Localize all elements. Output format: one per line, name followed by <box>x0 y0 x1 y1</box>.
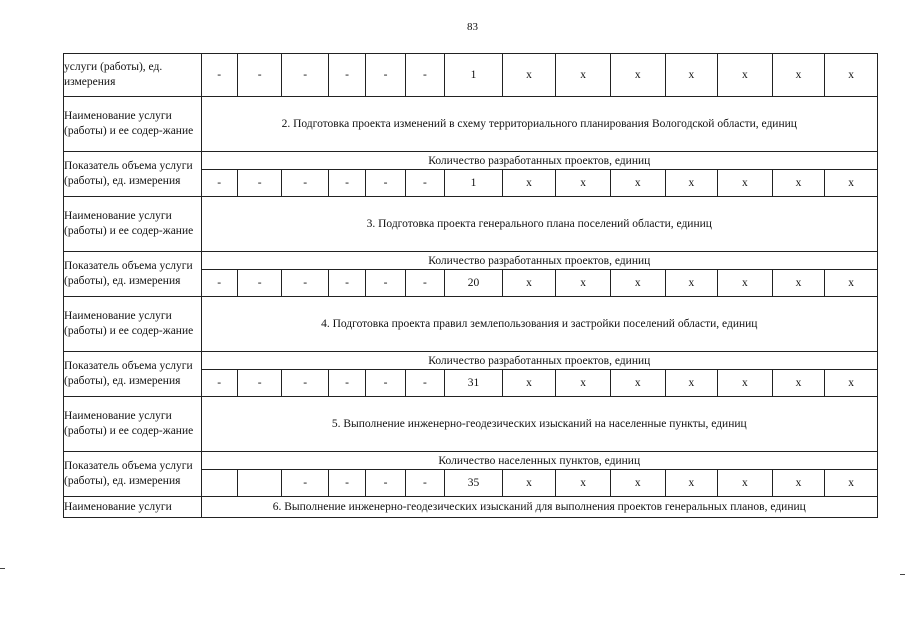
value-cell: - <box>405 370 444 397</box>
value-cell: - <box>201 54 237 97</box>
value-cell: x <box>556 170 611 197</box>
value-cell: x <box>502 470 556 497</box>
value-cell: 1 <box>445 170 503 197</box>
value-cell <box>201 470 237 497</box>
value-cell: - <box>201 370 237 397</box>
value-cell <box>237 470 281 497</box>
value-cell: x <box>718 54 773 97</box>
value-cell: x <box>665 470 718 497</box>
value-cell: x <box>772 54 825 97</box>
row-label: Наименование услуги <box>64 497 202 518</box>
value-cell: - <box>237 270 281 297</box>
table-row <box>64 152 878 170</box>
row-label: Наименование услуги (работы) и ее содер-жание <box>64 97 202 152</box>
value-cell: - <box>282 170 329 197</box>
value-cell: x <box>665 54 718 97</box>
value-cell: - <box>201 270 237 297</box>
value-cell: - <box>237 370 281 397</box>
value-cell: - <box>366 270 405 297</box>
value-cell: x <box>825 170 878 197</box>
value-cell: x <box>718 370 773 397</box>
value-cell: - <box>201 170 237 197</box>
value-cell: - <box>366 470 405 497</box>
row-label: Наименование услуги (работы) и ее содер-жание <box>64 197 202 252</box>
value-cell: x <box>825 370 878 397</box>
value-cell: - <box>366 170 405 197</box>
services-table <box>63 53 878 518</box>
indicator-title: Количество разработанных проектов, единиц <box>201 152 877 170</box>
value-cell: - <box>282 270 329 297</box>
row-label: Показатель объема услуги (работы), ед. измерения <box>64 152 202 197</box>
value-cell: - <box>366 370 405 397</box>
value-cell: x <box>502 170 556 197</box>
row-label: Наименование услуги (работы) и ее содер-жание <box>64 297 202 352</box>
table-row <box>64 252 878 270</box>
right-edge-mark <box>900 574 905 575</box>
table-row <box>64 297 878 352</box>
value-cell: x <box>718 470 773 497</box>
value-cell: - <box>405 270 444 297</box>
value-cell: x <box>556 370 611 397</box>
value-cell: x <box>825 270 878 297</box>
value-cell: - <box>328 170 365 197</box>
value-cell: x <box>502 370 556 397</box>
row-label: Показатель объема услуги (работы), ед. измерения <box>64 252 202 297</box>
value-cell: - <box>237 170 281 197</box>
value-cell: 31 <box>445 370 503 397</box>
value-cell: x <box>610 370 665 397</box>
value-cell: - <box>282 470 329 497</box>
value-cell: x <box>718 270 773 297</box>
value-cell: - <box>405 470 444 497</box>
value-cell: x <box>610 54 665 97</box>
service-title: 3. Подготовка проекта генерального плана поселений области, единиц <box>201 197 877 252</box>
service-title: 6. Выполнение инженерно-геодезических изысканий для выполнения проектов генеральных планов, единиц <box>201 497 877 518</box>
value-cell: - <box>328 270 365 297</box>
value-cell: - <box>328 54 365 97</box>
value-cell: - <box>405 170 444 197</box>
value-cell: x <box>502 270 556 297</box>
value-cell: x <box>665 170 718 197</box>
value-cell: x <box>772 470 825 497</box>
indicator-title: Количество разработанных проектов, единиц <box>201 352 877 370</box>
table-row <box>64 97 878 152</box>
row-label: услуги (работы), ед. измерения <box>64 54 202 97</box>
service-title: 2. Подготовка проекта изменений в схему территориального планирования Вологодской области, единиц <box>201 97 877 152</box>
left-edge-mark <box>0 568 5 569</box>
row-label: Показатель объема услуги (работы), ед. измерения <box>64 452 202 497</box>
value-cell: 35 <box>445 470 503 497</box>
row-label: Показатель объема услуги (работы), ед. измерения <box>64 352 202 397</box>
table-row <box>64 497 878 518</box>
table-row <box>64 54 878 97</box>
value-cell: x <box>556 270 611 297</box>
value-cell: x <box>556 54 611 97</box>
table-row <box>64 197 878 252</box>
value-cell: x <box>665 270 718 297</box>
table-row <box>64 352 878 370</box>
value-cell: x <box>825 54 878 97</box>
value-cell: x <box>772 270 825 297</box>
value-cell: 20 <box>445 270 503 297</box>
value-cell: x <box>556 470 611 497</box>
page-number: 83 <box>467 21 478 33</box>
service-title: 4. Подготовка проекта правил землепользования и застройки поселений области, единиц <box>201 297 877 352</box>
value-cell: x <box>610 470 665 497</box>
indicator-title: Количество разработанных проектов, единиц <box>201 252 877 270</box>
value-cell: x <box>825 470 878 497</box>
value-cell: - <box>405 54 444 97</box>
value-cell: x <box>502 54 556 97</box>
value-cell: x <box>610 270 665 297</box>
value-cell: - <box>282 370 329 397</box>
value-cell: 1 <box>445 54 503 97</box>
service-title: 5. Выполнение инженерно-геодезических изысканий на населенные пункты, единиц <box>201 397 877 452</box>
value-cell: x <box>772 370 825 397</box>
value-cell: - <box>237 54 281 97</box>
value-cell: x <box>665 370 718 397</box>
value-cell: - <box>328 470 365 497</box>
indicator-title: Количество населенных пунктов, единиц <box>201 452 877 470</box>
table-body <box>64 54 878 518</box>
value-cell: x <box>772 170 825 197</box>
table-row <box>64 397 878 452</box>
value-cell: x <box>610 170 665 197</box>
value-cell: - <box>328 370 365 397</box>
row-label: Наименование услуги (работы) и ее содер-жание <box>64 397 202 452</box>
value-cell: x <box>718 170 773 197</box>
value-cell: - <box>282 54 329 97</box>
value-cell: - <box>366 54 405 97</box>
table-row <box>64 452 878 470</box>
